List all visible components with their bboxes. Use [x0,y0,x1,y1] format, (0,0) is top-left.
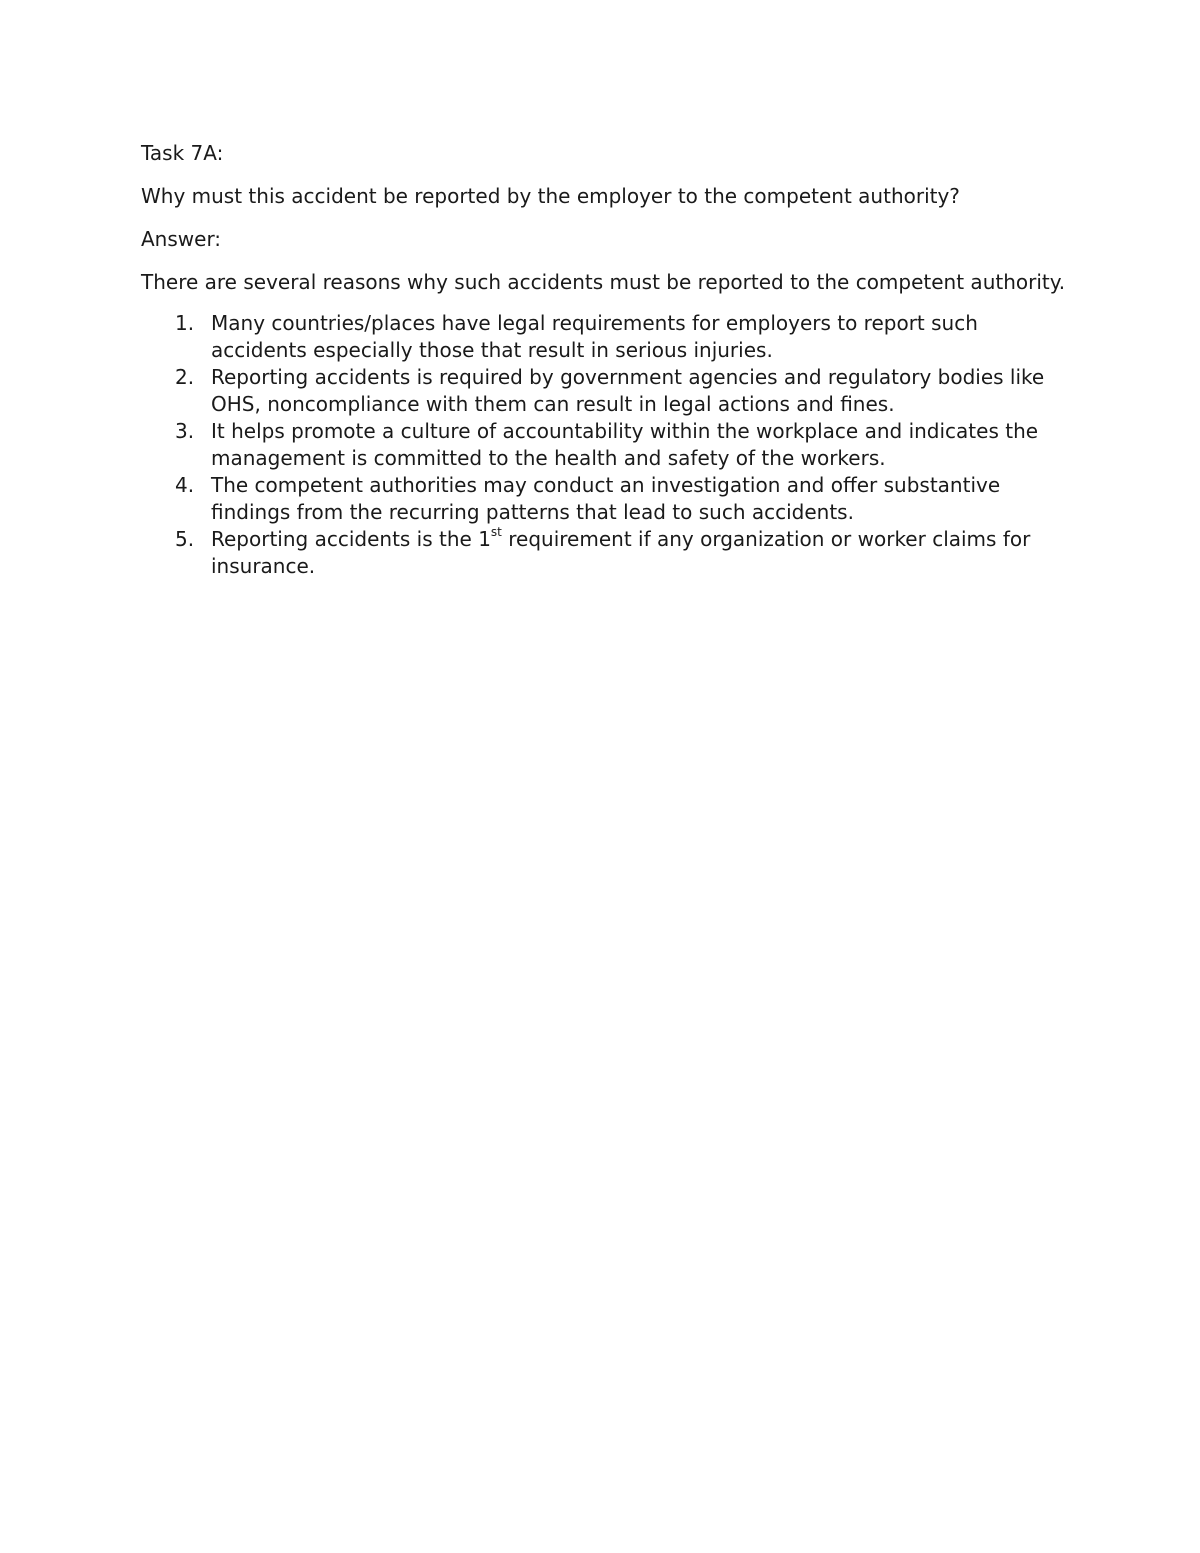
list-item [141,310,1071,364]
list-item-number: 4. [175,473,195,497]
reasons-list [141,310,1071,580]
list-item-number: 1. [175,311,195,335]
question-text: Why must this accident be reported by the employer to the competent authority? [141,184,960,208]
list-item-number: 3. [175,419,195,443]
list-item-text: Many countries/places have legal requirements for employers to report such accidents especially those that result in serious injuries. [211,311,978,362]
ordinal-superscript: st [490,525,502,540]
list-item-number: 2. [175,365,195,389]
list-item-text: The competent authorities may conduct an investigation and offer substantive findings from the recurring patterns that lead to such accidents. [211,473,1001,524]
list-item-number: 5. [175,527,195,551]
list-item [141,364,1071,418]
answer-intro: There are several reasons why such accidents must be reported to the competent authority. [141,270,1066,294]
list-item-text: Reporting accidents is required by government agencies and regulatory bodies like OHS, noncompliance with them can result in legal actions and fines. [211,365,1045,416]
answer-label: Answer: [141,227,222,251]
list-item [141,472,1071,526]
document-body [141,140,1071,580]
list-item-text: It helps promote a culture of accountability within the workplace and indicates the management is committed to the health and safety of the workers. [211,419,1039,470]
list-item [141,418,1071,472]
task-heading: Task 7A: [141,141,224,165]
list-item-text-start: Reporting accidents is the 1 [211,527,491,551]
list-item [141,526,1071,580]
list-item-text-end: requirement if any organization or worker claims for insurance. [211,527,1031,578]
